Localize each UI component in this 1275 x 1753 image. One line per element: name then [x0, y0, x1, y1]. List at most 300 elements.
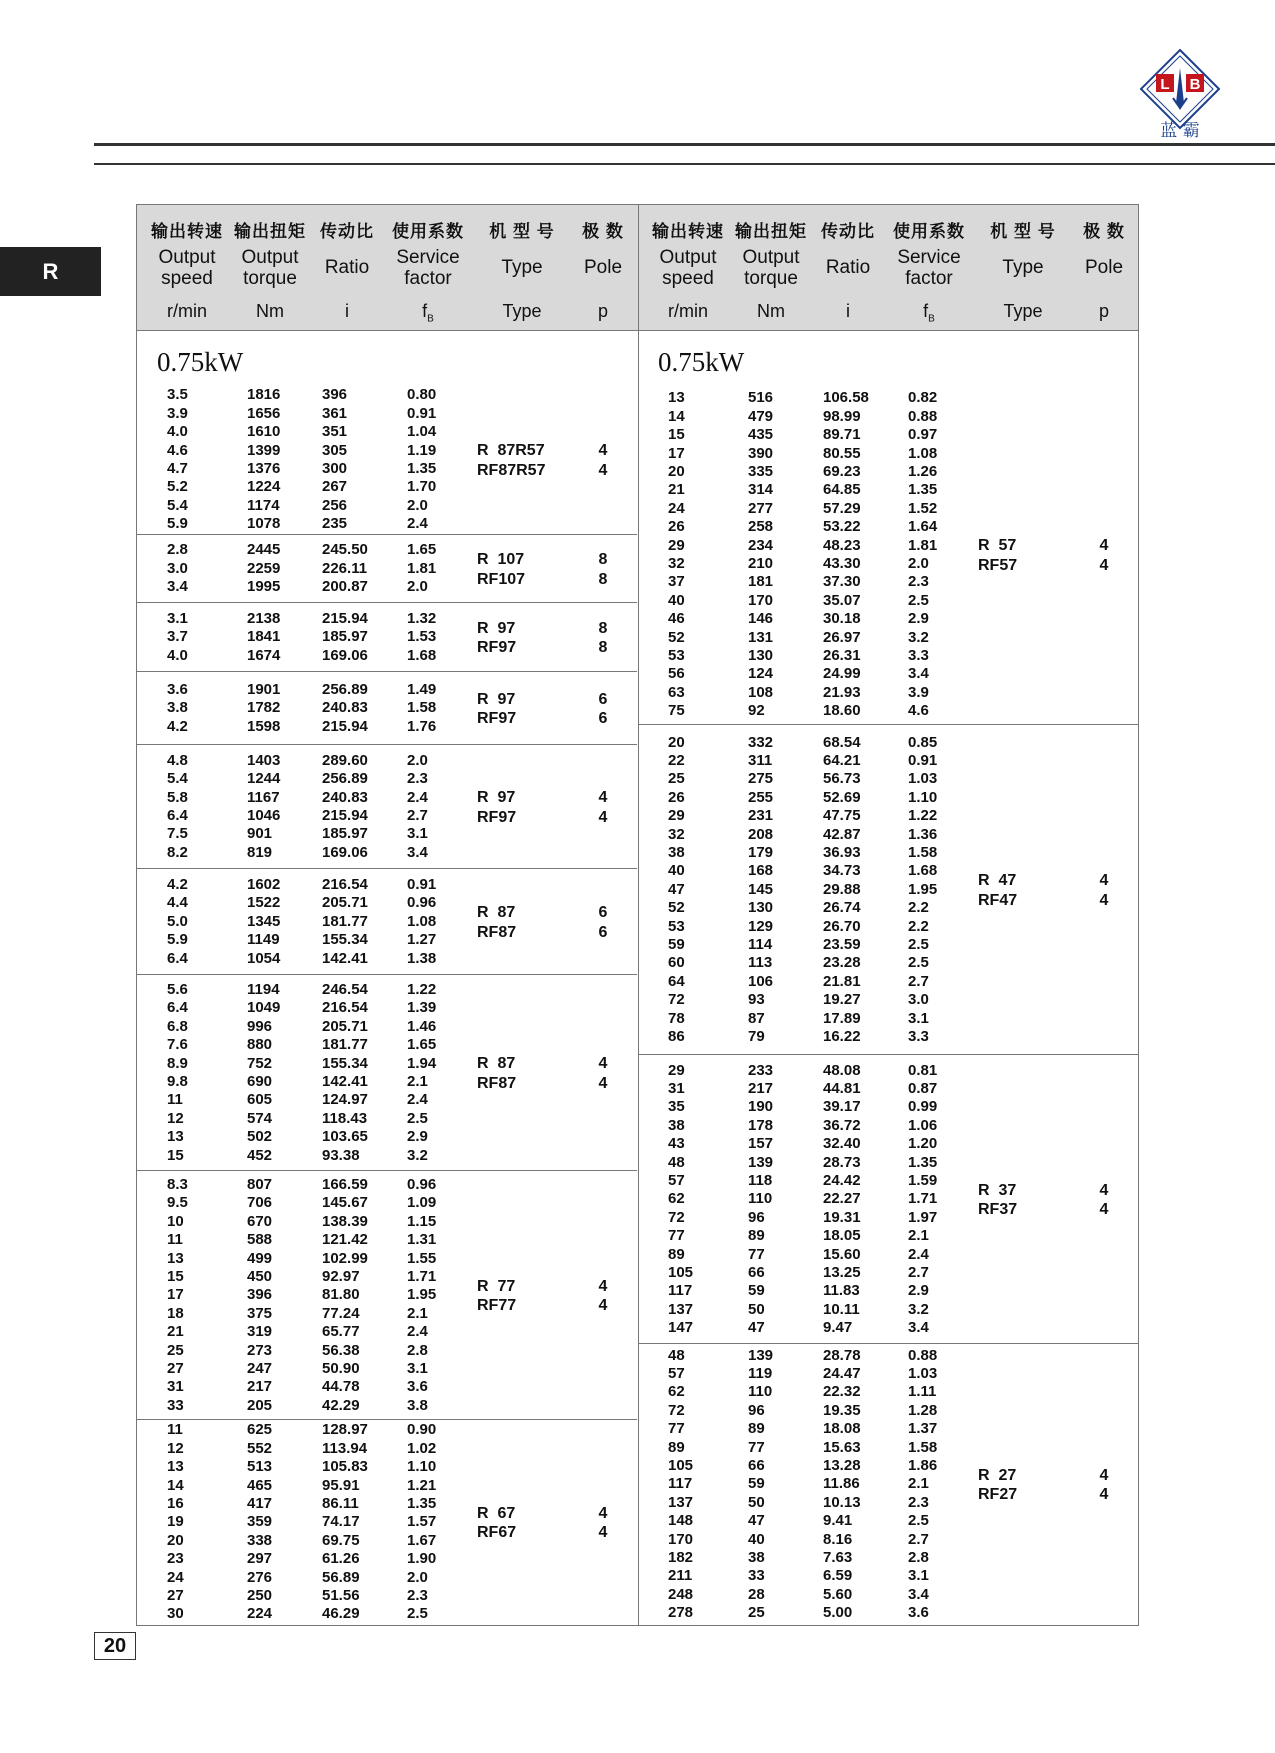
factor-cell: 1.27 — [407, 931, 437, 949]
ratio-cell: 128.97 — [322, 1421, 368, 1439]
table-row — [650, 862, 950, 880]
torque-cell: 1841 — [247, 628, 281, 646]
ratio-cell: 113.94 — [322, 1439, 368, 1457]
speed-cell: 14 — [668, 407, 685, 425]
factor-cell: 2.3 — [908, 573, 929, 591]
speed-cell: 7.6 — [167, 1036, 188, 1054]
header-cn-2: 传动比 — [320, 222, 374, 241]
speed-cell: 5.4 — [167, 770, 188, 788]
table-row — [650, 991, 950, 1009]
table-row — [650, 1365, 950, 1383]
pole-value: 4 4 — [1099, 1466, 1109, 1503]
speed-cell: 89 — [668, 1245, 685, 1263]
ratio-cell: 267 — [322, 478, 348, 496]
speed-cell: 4.6 — [167, 441, 188, 459]
type-label: R 87 RF87 — [477, 1055, 517, 1092]
factor-cell: 1.35 — [908, 481, 938, 499]
speed-cell: 20 — [668, 463, 685, 480]
table-row — [149, 894, 449, 912]
ratio-cell: 69.23 — [823, 463, 861, 480]
type-label: R 97 RF97 — [477, 789, 517, 826]
header-en-2: Ratio — [324, 257, 370, 278]
factor-cell: 2.3 — [407, 1586, 428, 1604]
table-row — [650, 518, 950, 536]
table-row — [650, 789, 950, 807]
torque-cell: 465 — [247, 1476, 273, 1494]
ratio-cell: 56.89 — [322, 1568, 360, 1586]
table-row — [149, 1268, 449, 1286]
speed-cell: 5.6 — [167, 981, 188, 998]
ratio-cell: 30.18 — [823, 610, 861, 628]
table-row — [650, 1172, 950, 1190]
speed-cell: 11 — [167, 1091, 183, 1109]
ratio-cell: 185.97 — [322, 825, 368, 843]
ratio-cell: 19.31 — [823, 1208, 861, 1226]
table-row — [149, 647, 449, 665]
factor-cell: 2.2 — [908, 917, 929, 935]
factor-cell: 1.35 — [407, 1494, 437, 1512]
factor-cell: 1.64 — [908, 518, 938, 536]
torque-cell: 319 — [247, 1323, 273, 1341]
speed-cell: 9.8 — [167, 1073, 188, 1090]
torque-cell: 79 — [748, 1028, 765, 1045]
table-row — [149, 1286, 449, 1304]
speed-cell: 47 — [668, 880, 685, 898]
factor-cell: 1.02 — [407, 1439, 437, 1457]
torque-cell: 807 — [247, 1175, 273, 1193]
factor-cell: 2.3 — [407, 770, 428, 788]
factor-cell: 1.68 — [407, 646, 437, 664]
table-row — [149, 1305, 449, 1323]
table-row — [149, 1587, 449, 1605]
pole-value: 4 4 — [598, 1504, 608, 1541]
torque-cell: 277 — [748, 499, 774, 517]
table-row — [650, 1347, 950, 1365]
ratio-cell: 32.40 — [823, 1135, 861, 1153]
speed-cell: 12 — [167, 1439, 184, 1457]
torque-cell: 499 — [247, 1249, 273, 1267]
speed-cell: 56 — [668, 665, 685, 683]
torque-cell: 2138 — [247, 609, 281, 627]
factor-cell: 0.88 — [908, 1346, 938, 1364]
torque-cell: 880 — [247, 1036, 273, 1054]
ratio-cell: 64.21 — [823, 752, 861, 769]
ratio-cell: 216.54 — [322, 876, 368, 893]
speed-cell: 15 — [668, 426, 685, 444]
table-row — [650, 1494, 950, 1512]
header-unit-3: $f_B$ — [422, 301, 434, 325]
table-row — [149, 1073, 449, 1091]
ratio-cell: 8.16 — [823, 1530, 853, 1548]
torque-cell: 130 — [748, 899, 774, 917]
speed-cell: 12 — [167, 1109, 184, 1127]
torque-cell: 1194 — [247, 981, 280, 998]
ratio-cell: 9.47 — [823, 1319, 853, 1337]
table-row — [149, 560, 449, 578]
factor-cell: 2.5 — [407, 1109, 428, 1127]
factor-cell: 2.9 — [407, 1128, 428, 1146]
factor-cell: 2.5 — [908, 936, 929, 953]
torque-cell: 38 — [748, 1548, 765, 1566]
torque-cell: 247 — [247, 1359, 273, 1377]
ratio-cell: 215.94 — [322, 609, 368, 627]
ratio-cell: 64.85 — [823, 481, 861, 499]
table-row — [149, 460, 449, 478]
header-en-0: Output speed — [158, 247, 216, 289]
selection-table — [136, 204, 1139, 1626]
torque-cell: 1995 — [247, 578, 281, 596]
table-row — [650, 1117, 950, 1135]
ratio-cell: 15.60 — [823, 1245, 861, 1263]
torque-cell: 1399 — [247, 441, 281, 459]
header-unit-5: p — [597, 301, 608, 321]
speed-cell: 29 — [668, 536, 685, 554]
speed-cell: 117 — [668, 1475, 693, 1493]
type-label: R 67 RF67 — [477, 1504, 517, 1541]
speed-cell: 30 — [167, 1605, 184, 1623]
type-label: R 47 RF47 — [978, 872, 1018, 909]
speed-cell: 75 — [668, 702, 685, 720]
ratio-cell: 15.63 — [823, 1438, 861, 1456]
ratio-cell: 205.71 — [322, 1017, 368, 1035]
factor-cell: 1.97 — [908, 1208, 938, 1226]
speed-cell: 23 — [167, 1550, 184, 1568]
ratio-cell: 36.93 — [823, 844, 861, 861]
speed-cell: 19 — [167, 1513, 184, 1531]
table-row — [149, 1360, 449, 1378]
torque-cell: 87 — [748, 1009, 765, 1027]
ratio-cell: 16.22 — [823, 1028, 861, 1045]
speed-cell: 17 — [668, 444, 685, 462]
page-number: 20 — [94, 1632, 136, 1660]
speed-cell: 4.4 — [167, 894, 188, 912]
torque-cell: 113 — [748, 954, 773, 972]
factor-cell: 3.1 — [407, 825, 428, 843]
ratio-cell: 44.81 — [823, 1079, 861, 1097]
speed-cell: 5.2 — [167, 478, 188, 496]
speed-cell: 22 — [668, 752, 685, 769]
torque-cell: 234 — [748, 536, 774, 554]
factor-cell: 0.97 — [908, 426, 938, 444]
header-unit-4: Type — [502, 301, 542, 321]
factor-cell: 2.5 — [908, 1512, 929, 1530]
ratio-cell: 65.77 — [322, 1323, 360, 1341]
torque-cell: 1345 — [247, 912, 281, 930]
svg-text:B: B — [1189, 76, 1201, 93]
header-en-4: Type — [501, 257, 543, 278]
speed-cell: 27 — [167, 1586, 184, 1604]
speed-cell: 20 — [668, 733, 685, 751]
factor-cell: 0.90 — [407, 1421, 437, 1439]
ratio-cell: 215.94 — [322, 807, 368, 824]
speed-cell: 5.9 — [167, 931, 188, 949]
table-row — [149, 1176, 449, 1194]
speed-cell: 5.9 — [167, 515, 188, 533]
torque-cell: 77 — [748, 1438, 765, 1456]
table-row — [149, 1477, 449, 1495]
factor-cell: 2.1 — [908, 1227, 929, 1245]
table-row — [149, 1110, 449, 1128]
table-row — [149, 1231, 449, 1249]
speed-cell: 77 — [668, 1227, 685, 1245]
pole-value: 8 8 — [598, 619, 608, 656]
torque-cell: 168 — [748, 862, 774, 880]
speed-cell: 10 — [167, 1212, 184, 1230]
table-row — [149, 628, 449, 646]
header-cn-3: 使用系数 — [893, 222, 965, 241]
torque-cell: 96 — [748, 1208, 765, 1226]
factor-cell: 2.5 — [908, 591, 929, 609]
speed-cell: 35 — [668, 1098, 685, 1116]
table-row — [149, 876, 449, 894]
torque-cell: 1049 — [247, 999, 281, 1017]
ratio-cell: 10.11 — [823, 1300, 860, 1318]
ratio-cell: 13.28 — [823, 1456, 861, 1474]
speed-cell: 248 — [668, 1585, 694, 1603]
ratio-cell: 142.41 — [322, 949, 368, 967]
ratio-cell: 226.11 — [322, 559, 368, 577]
factor-cell: 1.55 — [407, 1249, 437, 1267]
logo-chinese: 蓝 霸 — [1160, 121, 1200, 138]
factor-cell: 1.03 — [908, 1364, 938, 1382]
ratio-cell: 124.97 — [322, 1091, 368, 1109]
factor-cell: 0.96 — [407, 1175, 437, 1193]
table-row — [149, 825, 449, 843]
torque-cell: 1244 — [247, 770, 281, 788]
pole-value: 4 4 — [598, 789, 608, 826]
factor-cell: 1.15 — [407, 1212, 437, 1230]
torque-cell: 108 — [748, 683, 774, 701]
header-unit-2: i — [345, 301, 349, 321]
factor-cell: 3.2 — [908, 1300, 929, 1318]
table-row — [650, 537, 950, 555]
ratio-cell: 95.91 — [322, 1476, 360, 1494]
table-row — [650, 844, 950, 862]
factor-cell: 1.32 — [407, 609, 437, 627]
torque-cell: 208 — [748, 825, 774, 843]
factor-cell: 2.7 — [407, 807, 428, 824]
table-row — [149, 1250, 449, 1268]
ratio-cell: 121.42 — [322, 1231, 368, 1249]
speed-cell: 40 — [668, 862, 685, 880]
torque-cell: 1610 — [247, 423, 281, 441]
ratio-cell: 53.22 — [823, 518, 861, 536]
speed-cell: 3.1 — [167, 609, 188, 627]
speed-cell: 4.0 — [167, 423, 188, 441]
table-row — [149, 770, 449, 788]
ratio-cell: 300 — [322, 460, 348, 477]
torque-cell: 396 — [247, 1286, 273, 1304]
type-label: R 107 RF107 — [477, 551, 526, 588]
factor-cell: 2.4 — [407, 1323, 428, 1341]
speed-cell: 38 — [668, 844, 685, 861]
ratio-cell: 305 — [322, 441, 348, 459]
factor-cell: 0.91 — [407, 404, 437, 422]
torque-cell: 450 — [247, 1267, 273, 1285]
factor-cell: 3.9 — [908, 683, 929, 701]
speed-cell: 63 — [668, 683, 685, 701]
type-label: R 97 RF97 — [477, 619, 517, 656]
factor-cell: 2.9 — [908, 1282, 929, 1300]
ratio-cell: 17.89 — [823, 1009, 861, 1027]
factor-cell: 3.2 — [908, 628, 929, 646]
ratio-cell: 289.60 — [322, 751, 368, 769]
ratio-cell: 74.17 — [322, 1513, 360, 1531]
header-cn-1: 输出扭矩 — [735, 222, 807, 241]
torque-cell: 1782 — [247, 699, 281, 717]
table-row — [149, 1018, 449, 1036]
table-row — [149, 1421, 449, 1439]
factor-cell: 2.4 — [407, 1091, 428, 1109]
type-label: R 27 RF27 — [978, 1466, 1018, 1503]
torque-cell: 210 — [748, 555, 774, 572]
factor-cell: 1.76 — [407, 717, 437, 735]
factor-cell: 1.57 — [407, 1513, 437, 1531]
ratio-cell: 240.83 — [322, 699, 368, 717]
torque-cell: 114 — [748, 936, 773, 953]
factor-cell: 1.35 — [908, 1153, 938, 1171]
ratio-cell: 22.27 — [823, 1190, 861, 1208]
table-row — [149, 999, 449, 1017]
table-row — [149, 1495, 449, 1513]
table-row — [650, 555, 950, 573]
factor-cell: 3.4 — [908, 1585, 929, 1603]
torque-cell: 181 — [748, 573, 774, 591]
table-row — [650, 1512, 950, 1530]
table-row — [149, 578, 449, 596]
speed-cell: 31 — [668, 1079, 685, 1097]
speed-cell: 37 — [668, 573, 685, 591]
torque-cell: 1816 — [247, 386, 281, 404]
type-label: R 57 RF57 — [978, 537, 1018, 574]
torque-cell: 255 — [748, 788, 774, 806]
ratio-cell: 155.34 — [322, 1054, 368, 1072]
speed-cell: 4.7 — [167, 460, 188, 477]
header-en-3: Service factor — [897, 247, 961, 289]
torque-cell: 205 — [247, 1396, 273, 1414]
ratio-cell: 81.80 — [322, 1286, 360, 1304]
torque-cell: 118 — [748, 1171, 773, 1189]
ratio-cell: 240.83 — [322, 788, 368, 806]
speed-cell: 21 — [167, 1323, 184, 1341]
table-row — [650, 1383, 950, 1401]
speed-cell: 6.4 — [167, 949, 188, 967]
header-en-1: Output torque — [241, 247, 299, 289]
table-row — [650, 899, 950, 917]
table-row — [650, 1028, 950, 1046]
table-row — [650, 807, 950, 825]
table-row — [149, 1550, 449, 1568]
ratio-cell: 69.75 — [322, 1531, 360, 1549]
speed-cell: 137 — [668, 1493, 694, 1511]
speed-cell: 11 — [167, 1231, 183, 1249]
header-cn-1: 输出扭矩 — [234, 222, 306, 241]
factor-cell: 0.88 — [908, 407, 938, 425]
table-row — [149, 1194, 449, 1212]
table-row — [650, 1010, 950, 1028]
factor-cell: 4.6 — [908, 702, 929, 720]
ratio-cell: 10.13 — [823, 1493, 861, 1511]
ratio-cell: 26.31 — [823, 647, 861, 664]
table-row — [149, 541, 449, 559]
torque-cell: 47 — [748, 1319, 765, 1337]
factor-cell: 3.6 — [908, 1604, 929, 1622]
factor-cell: 1.95 — [908, 880, 938, 898]
factor-cell: 3.4 — [407, 843, 428, 861]
torque-cell: 1602 — [247, 876, 281, 893]
ratio-cell: 48.08 — [823, 1061, 861, 1079]
section-tab[interactable]: R — [0, 247, 101, 296]
header-cn-0: 输出转速 — [151, 222, 223, 241]
ratio-cell: 68.54 — [823, 733, 861, 751]
table-row — [650, 1604, 950, 1622]
speed-cell: 20 — [167, 1531, 184, 1549]
type-label: R 37 RF37 — [978, 1181, 1018, 1218]
speed-cell: 32 — [668, 825, 685, 843]
table-row — [650, 1319, 950, 1337]
ratio-cell: 256.89 — [322, 770, 368, 788]
table-row — [149, 681, 449, 699]
factor-cell: 2.0 — [407, 751, 428, 769]
speed-cell: 14 — [167, 1476, 184, 1494]
ratio-cell: 48.23 — [823, 536, 861, 554]
header-unit-1: Nm — [256, 301, 284, 321]
table-row — [650, 954, 950, 972]
torque-cell: 1167 — [247, 788, 280, 806]
factor-cell: 2.0 — [407, 578, 428, 596]
torque-cell: 311 — [748, 752, 773, 769]
factor-cell: 1.20 — [908, 1135, 938, 1153]
factor-cell: 0.82 — [908, 389, 938, 407]
header-unit-3: $f_B$ — [923, 301, 935, 325]
pole-value: 6 6 — [598, 690, 608, 727]
torque-cell: 690 — [247, 1073, 273, 1090]
ratio-cell: 351 — [322, 423, 348, 441]
torque-cell: 231 — [748, 807, 774, 825]
torque-cell: 1174 — [247, 496, 280, 514]
table-row — [650, 500, 950, 518]
torque-cell: 605 — [247, 1091, 273, 1109]
svg-text:L: L — [1160, 76, 1170, 93]
torque-cell: 233 — [748, 1061, 774, 1079]
torque-cell: 146 — [748, 610, 774, 628]
ratio-cell: 26.70 — [823, 917, 861, 935]
torque-cell: 89 — [748, 1420, 765, 1438]
torque-cell: 224 — [247, 1605, 273, 1623]
table-row — [650, 881, 950, 899]
ratio-cell: 169.06 — [322, 843, 368, 861]
ratio-cell: 118.43 — [322, 1109, 368, 1127]
factor-cell: 2.8 — [908, 1548, 929, 1566]
speed-cell: 3.0 — [167, 559, 188, 577]
table-row — [650, 389, 950, 407]
table-row — [650, 665, 950, 683]
speed-cell: 11 — [167, 1421, 183, 1439]
header-unit-5: p — [1098, 301, 1109, 321]
torque-cell: 170 — [748, 591, 774, 609]
speed-cell: 62 — [668, 1383, 685, 1401]
speed-cell: 211 — [668, 1567, 693, 1585]
factor-cell: 0.81 — [908, 1061, 938, 1079]
speed-cell: 89 — [668, 1438, 685, 1456]
factor-cell: 2.9 — [908, 610, 929, 628]
ratio-cell: 47.75 — [823, 807, 861, 825]
factor-cell: 1.71 — [908, 1190, 938, 1208]
speed-cell: 15 — [167, 1146, 184, 1164]
factor-cell: 3.1 — [407, 1359, 428, 1377]
torque-cell: 40 — [748, 1530, 765, 1548]
pole-value: 4 4 — [1099, 537, 1109, 574]
